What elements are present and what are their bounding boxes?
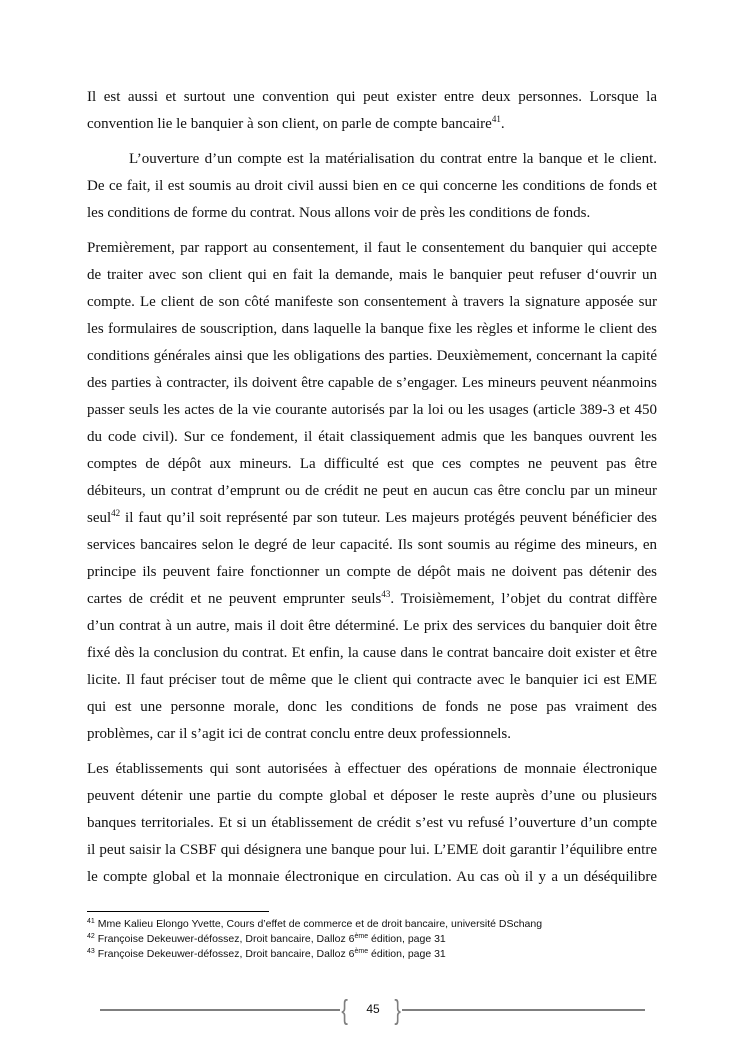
text-run: les conditions de forme du contrat. Nous allons voir de près les conditions de fonds. [87, 205, 591, 221]
text-line [87, 756, 657, 783]
text-run: . Troisièmement, l’objet du contrat diffère [390, 591, 657, 607]
footnote-text: édition, page 31 [368, 948, 446, 960]
footnote [87, 932, 542, 947]
paragraph [87, 84, 657, 138]
text-run: peuvent détenir une partie du compte global et déposer le reste auprès d’une ou plusieurs [87, 788, 657, 804]
text-line [87, 505, 657, 532]
footnote-text: Françoise Dekeuwer-défossez, Droit bancaire, Dalloz 6 [94, 948, 355, 960]
footnote-ref: 43 [381, 589, 391, 599]
text-run: comptes de dépôt aux mineurs. La difficulté est que ces comptes ne peuvent pas être [87, 456, 657, 472]
footnote-number: 43 [87, 948, 95, 955]
footer-rule-right [402, 1009, 645, 1011]
text-run: conditions générales ainsi que les obligations des parties. Deuxièmement, concernant la capité [87, 348, 657, 364]
footnote-ref: 41 [491, 114, 501, 124]
text-line [87, 837, 657, 864]
page-number: 45 [366, 1002, 380, 1016]
text-run: il faut qu’il soit représenté par son tuteur. Les majeurs protégés peuvent bénéficier des [120, 510, 657, 526]
text-run: seul [87, 510, 112, 526]
text-line [87, 146, 657, 173]
footer-rule-left [100, 1009, 340, 1011]
text-line [87, 111, 657, 138]
footnote-number: 41 [87, 918, 95, 925]
text-run: problèmes, car il s’agit ici de contrat conclu entre deux professionnels. [87, 726, 512, 742]
text-line [87, 343, 657, 370]
text-line [87, 397, 657, 424]
text-line [87, 451, 657, 478]
text-run: . [500, 116, 505, 132]
text-line [87, 200, 657, 227]
footnote-text: Françoise Dekeuwer-défossez, Droit bancaire, Dalloz 6 [94, 933, 355, 945]
text-run: d’un contrat à un autre, mais il doit être déterminé. Le prix des services du banquier doit être [87, 618, 657, 634]
text-run: fixé dès la conclusion du contrat. Et enfin, la cause dans le contrat bancaire doit exister et être [87, 645, 657, 661]
text-run: qui est une personne morale, donc les conditions de fonds ne pose pas vraiment des [87, 699, 657, 715]
text-run: Les établissements qui sont autorisées à effectuer des opérations de monnaie électronique [87, 761, 657, 777]
text-line [87, 235, 657, 262]
text-run: débiteurs, un contrat d’emprunt ou de crédit ne peut en aucun cas être conclu par un mineur [87, 483, 657, 499]
text-line [87, 694, 657, 721]
text-run: il peut saisir la CSBF qui désignera une banque pour lui. L’EME doit garantir l’équilibre entre [87, 842, 657, 858]
text-run: le compte global et la monnaie électronique en circulation. Au cas où il y a un déséquilibre [87, 869, 657, 885]
footnote-text: édition, page 31 [368, 933, 446, 945]
footnote-text: Mme Kalieu Elongo Yvette, Cours d’effet de commerce et de droit bancaire, université DSchang [94, 918, 543, 930]
text-line [87, 532, 657, 559]
text-line [87, 173, 657, 200]
text-line [87, 613, 657, 640]
text-line [87, 84, 657, 111]
text-run: Premièrement, par rapport au consentement, il faut le consentement du banquier qui accepte [87, 240, 657, 256]
footnote [87, 917, 542, 932]
footnote-ref: 42 [111, 508, 121, 518]
text-run: services bancaires selon le degré de leur capacité. Ils sont soumis au régime des mineurs, en [87, 537, 657, 553]
text-line [87, 559, 657, 586]
text-line [87, 370, 657, 397]
text-line [87, 424, 657, 451]
text-line [87, 478, 657, 505]
footnote-number: 42 [87, 933, 95, 940]
footnote-superscript: ème [354, 933, 369, 940]
paragraph [87, 756, 657, 891]
text-line [87, 667, 657, 694]
text-run: de traiter avec son client qui en fait la demande, mais le banquier peut refuser d‘ouvrir un [87, 267, 657, 283]
text-run: passer seuls les actes de la vie courante autorisés par la loi ou les usages (article 389-3 et 450 [87, 402, 657, 418]
text-line [87, 586, 657, 613]
text-run: du code civil). Sur ce fondement, il était classiquement admis que les banques ouvrent les [87, 429, 657, 445]
footnote [87, 947, 542, 962]
text-run: des parties à contracter, ils doivent être capable de s’engager. Les mineurs peuvent néanmoins [87, 375, 657, 391]
text-run: L’ouverture d’un compte est la matérialisation du contrat entre la banque et le client. [129, 151, 657, 167]
text-line [87, 810, 657, 837]
footer-bracket-right: } [394, 994, 401, 1025]
paragraph [87, 146, 657, 227]
text-line [87, 316, 657, 343]
text-run: cartes de crédit et ne peuvent emprunter seuls [87, 591, 382, 607]
text-line [87, 262, 657, 289]
text-line [87, 289, 657, 316]
text-run: licite. Il faut préciser tout de même que le client qui contracte avec le banquier ici est EME [87, 672, 657, 688]
text-run: Il est aussi et surtout une convention qui peut exister entre deux personnes. Lorsque la [87, 89, 657, 105]
footnote-separator [87, 911, 269, 912]
text-line [87, 783, 657, 810]
text-line [87, 721, 657, 748]
text-run: banques territoriales. Et si un établissement de crédit s’est vu refusé l’ouverture d’un compte [87, 815, 657, 831]
paragraph [87, 235, 657, 748]
text-run: compte. Le client de son côté manifeste son consentement à travers la signature apposée sur [87, 294, 657, 310]
footnote-superscript: ème [354, 948, 369, 955]
text-line [87, 864, 657, 891]
footnotes [87, 917, 542, 962]
text-run: convention lie le banquier à son client, on parle de compte bancaire [87, 116, 492, 132]
footer-bracket-left: { [341, 994, 348, 1025]
body-text [87, 84, 657, 899]
text-run: principe ils peuvent faire fonctionner un compte de dépôt mais ne doivent pas détenir des [87, 564, 657, 580]
text-line [87, 640, 657, 667]
text-run: les formulaires de souscription, dans laquelle la banque fixe les règles et informe le client des [87, 321, 657, 337]
text-run: De ce fait, il est soumis au droit civil aussi bien en ce qui concerne les conditions de fonds et [87, 178, 657, 194]
